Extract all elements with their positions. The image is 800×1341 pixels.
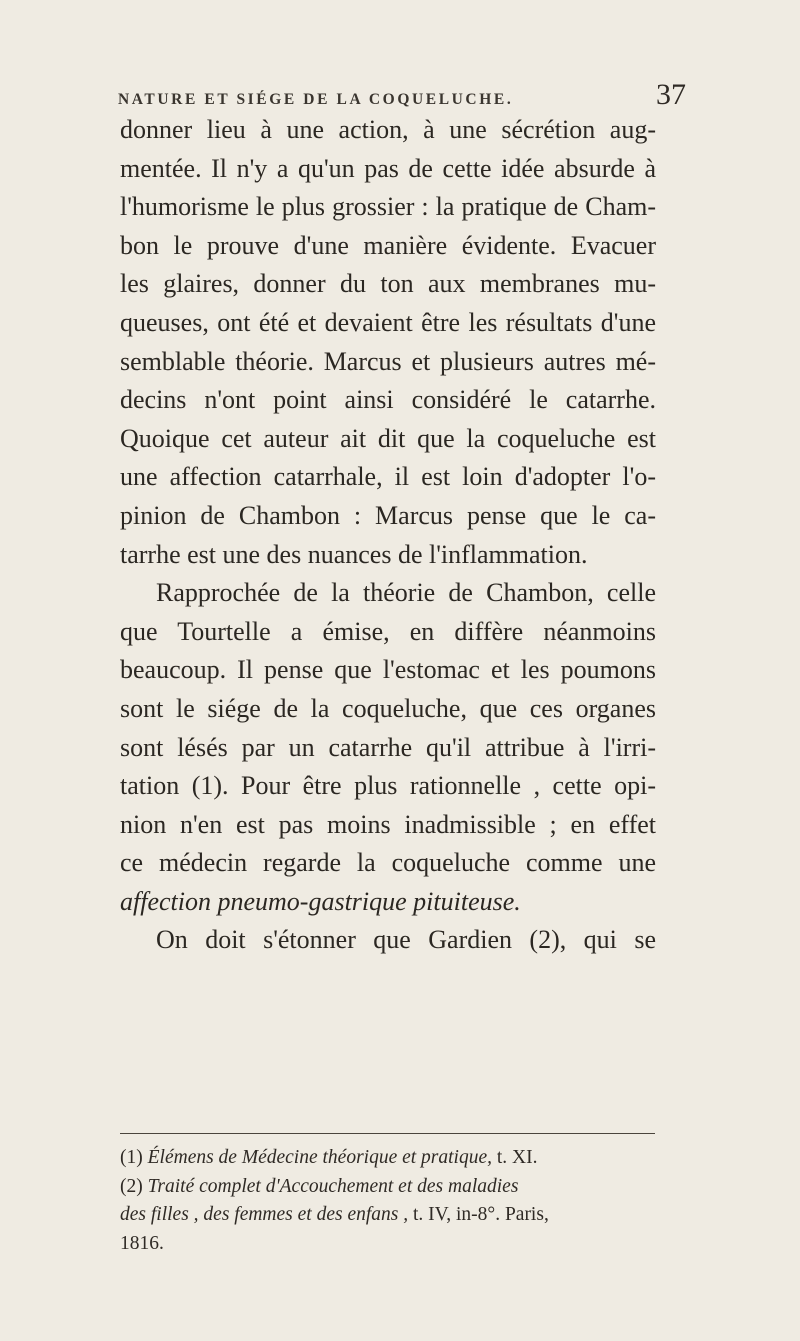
text-line: que Tourtelle a émise, en diffère néanmoins	[120, 616, 656, 646]
running-head	[118, 78, 690, 112]
footnote-marker: (1)	[120, 1147, 143, 1168]
text-line: affection pneumo-gastrique pituiteuse.	[120, 886, 521, 916]
footnotes	[120, 1144, 660, 1258]
text-line: une affection catarrhale, il est loin d'adopter l'o-	[120, 462, 656, 492]
text-line: les glaires, donner du ton aux membranes mu-	[120, 269, 656, 299]
footnote-1	[120, 1144, 660, 1173]
text-line: On doit s'étonner que Gardien (2), qui se	[156, 925, 656, 955]
text-line: bon le prouve d'une manière évidente. Evacuer	[120, 230, 656, 260]
footnote-ref: t. XI.	[496, 1147, 538, 1168]
footnote-marker: (2)	[120, 1175, 143, 1197]
footnote-2-year: 1816.	[120, 1232, 164, 1254]
text-line: l'humorisme le plus grossier : la pratique de Cham-	[120, 192, 656, 222]
text-line: decins n'ont point ainsi considéré le catarrhe.	[120, 385, 656, 415]
footnote-ref: t. IV, in-8°. Paris,	[413, 1204, 549, 1225]
text-line: ce médecin regarde la coqueluche comme une	[120, 848, 656, 878]
text-line: nion n'en est pas moins inadmissible ; en effet	[120, 809, 656, 839]
body-text	[120, 111, 656, 960]
text-line: Rapprochée de la théorie de Chambon, celle	[156, 578, 656, 608]
running-title: NATURE ET SIÉGE DE LA COQUELUCHE.	[118, 91, 514, 108]
footnote-2	[120, 1173, 660, 1202]
text-line: queuses, ont été et devaient être les résultats d'une	[120, 307, 656, 337]
page-number: 37	[656, 78, 686, 111]
footnote-rule	[120, 1133, 655, 1134]
text-line: donner lieu à une action, à une sécrétion aug-	[120, 115, 656, 144]
text-line: tarrhe est une des nuances de l'inflammation.	[120, 539, 588, 569]
text-line: semblable théorie. Marcus et plusieurs autres mé-	[120, 346, 656, 376]
text-line: pinion de Chambon : Marcus pense que le ca-	[120, 500, 656, 530]
footnote-title: Élémens de Médecine théorique et pratique,	[147, 1147, 493, 1168]
text-line: tation (1). Pour être plus rationnelle , cette opi-	[120, 771, 656, 801]
footnote-title: des filles , des femmes et des enfans ,	[120, 1204, 409, 1225]
footnote-2-cont	[120, 1201, 660, 1230]
text-line: sont lésés par un catarrhe qu'il attribue à l'irri-	[120, 732, 656, 762]
text-line: sont le siége de la coqueluche, que ces organes	[120, 693, 656, 723]
text-line: beaucoup. Il pense que l'estomac et les poumons	[120, 655, 656, 685]
text-line: Quoique cet auteur ait dit que la coqueluche est	[120, 423, 656, 453]
text-line: mentée. Il n'y a qu'un pas de cette idée absurde à	[120, 153, 656, 183]
footnote-title: Traité complet d'Accouchement et des maladies	[147, 1175, 519, 1197]
